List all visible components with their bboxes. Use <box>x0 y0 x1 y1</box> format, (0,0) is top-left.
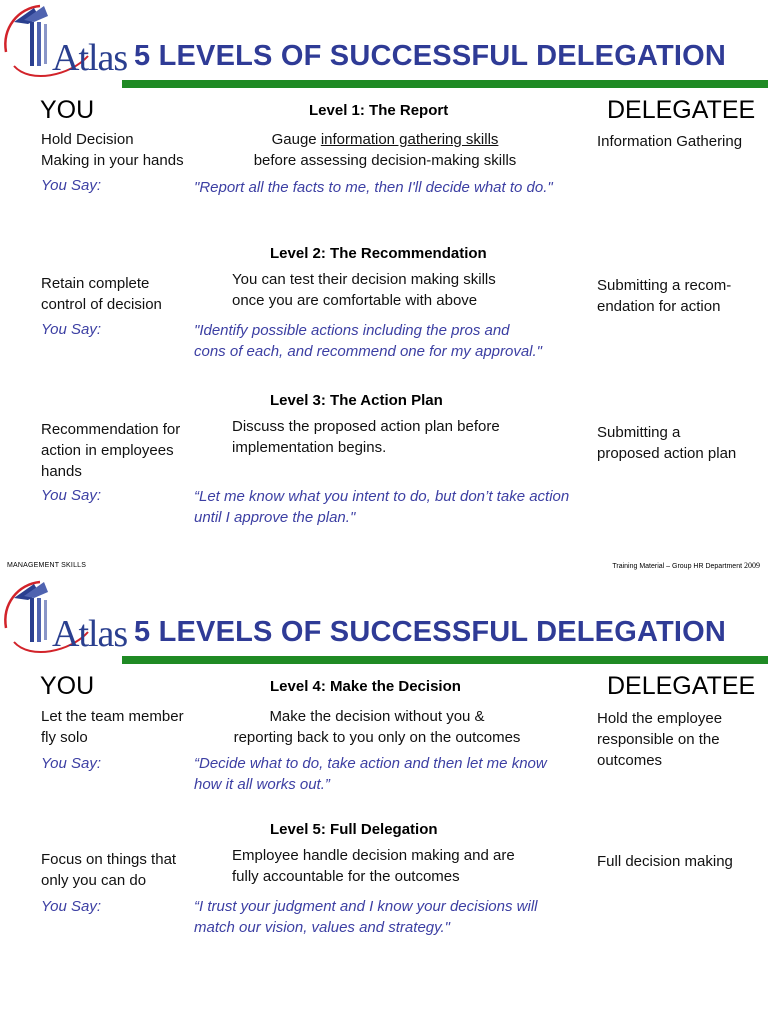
text-line: fully accountable for the outcomes <box>232 868 460 885</box>
level-1-quote <box>194 177 553 198</box>
text-line: once you are comfortable with above <box>232 292 478 309</box>
text-line: endation for action <box>597 298 721 315</box>
text-line: Focus on things that <box>41 851 177 868</box>
level-2-you-say-label: You Say: <box>41 321 102 338</box>
level-2-middle-text <box>232 269 496 311</box>
level-2-heading: Level 2: The Recommendation <box>270 245 487 262</box>
level-1-you-text <box>41 129 184 171</box>
delegatee-heading: DELEGATEE <box>607 672 756 700</box>
level-5-you-say-label: You Say: <box>41 898 102 915</box>
slide-2 <box>0 576 768 1024</box>
quote-line: until I approve the plan." <box>194 509 356 526</box>
text-line: You can test their decision making skills <box>232 271 496 288</box>
underlined-text: information gathering skills <box>320 131 499 148</box>
text-line: Recommendation for <box>41 421 181 438</box>
text-line: Full decision making <box>597 853 733 870</box>
text-line: Retain complete <box>41 275 150 292</box>
level-1-heading: Level 1: The Report <box>309 102 449 119</box>
text-line: implementation begins. <box>232 439 387 456</box>
page-title: 5 LEVELS OF SUCCESSFUL DELEGATION <box>134 616 727 648</box>
level-2-delegatee-text <box>597 275 731 317</box>
text-line: control of decision <box>41 296 162 313</box>
text-line: responsible on the <box>597 731 720 748</box>
level-4-you-text <box>41 706 184 748</box>
page-title: 5 LEVELS OF SUCCESSFUL DELEGATION <box>134 40 727 72</box>
footer-right <box>612 561 760 570</box>
quote-line: “Let me know what you intent to do, but don’t take action <box>194 488 570 505</box>
text-line: Submitting a recom- <box>597 277 732 294</box>
text-line: only you can do <box>41 872 147 889</box>
text-line: Employee handle decision making and are <box>232 847 515 864</box>
footer-year: 2009 <box>744 561 760 570</box>
logo-text: Atlas <box>52 613 128 655</box>
level-5-quote <box>194 896 537 938</box>
text-line: Submitting a <box>597 424 681 441</box>
title-divider <box>122 656 768 664</box>
level-1-delegatee-text <box>597 131 742 152</box>
level-1-you-say-label: You Say: <box>41 177 102 194</box>
atlas-logo <box>0 576 128 656</box>
level-5-delegatee-text <box>597 851 733 872</box>
quote-line: “I trust your judgment and I know your decisions will <box>194 898 538 915</box>
title-divider <box>122 80 768 88</box>
level-3-middle-text <box>232 416 500 458</box>
footer-left: MANAGEMENT SKILLS <box>7 562 87 569</box>
you-heading: YOU <box>40 96 95 124</box>
level-5-heading: Level 5: Full Delegation <box>270 821 438 838</box>
text-line: Make the decision without you & <box>269 708 485 725</box>
logo-text: Atlas <box>52 37 128 79</box>
quote-line: "Identify possible actions including the pros and <box>194 322 510 339</box>
quote-line: match our vision, values and strategy." <box>194 919 451 936</box>
text-line: outcomes <box>597 752 663 769</box>
quote-line: "Report all the facts to me, then I'll decide what to do." <box>194 179 553 196</box>
level-3-you-say-label: You Say: <box>41 487 102 504</box>
level-2-quote <box>194 320 542 362</box>
level-1-middle-text <box>226 129 544 171</box>
text-line: Hold Decision <box>41 131 134 148</box>
text-line: hands <box>41 463 82 480</box>
text-line: Discuss the proposed action plan before <box>232 418 500 435</box>
text-line: before assessing decision-making skills <box>253 152 517 169</box>
quote-line: cons of each, and recommend one for my approval." <box>194 343 543 360</box>
level-3-you-text <box>41 419 180 482</box>
delegatee-heading: DELEGATEE <box>607 96 756 124</box>
level-4-middle-text <box>214 706 540 748</box>
text-line: proposed action plan <box>597 445 737 462</box>
level-4-you-say-label: You Say: <box>41 755 102 772</box>
level-5-middle-text <box>232 845 515 887</box>
text-line: Hold the employee <box>597 710 723 727</box>
text-line: Making in your hands <box>41 152 184 169</box>
level-5-you-text <box>41 849 176 891</box>
atlas-logo <box>0 0 128 80</box>
text-line: action in employees <box>41 442 174 459</box>
text-line: fly solo <box>41 729 88 746</box>
footer-right-text: Training Material – Group HR Department <box>612 563 743 570</box>
quote-line: how it all works out.” <box>194 776 330 793</box>
text-line: Let the team member <box>41 708 184 725</box>
text-line: Information Gathering <box>597 133 743 150</box>
you-heading: YOU <box>40 672 95 700</box>
level-2-you-text <box>41 273 162 315</box>
level-3-heading: Level 3: The Action Plan <box>270 392 443 409</box>
level-4-heading: Level 4: Make the Decision <box>270 678 461 695</box>
level-4-delegatee-text <box>597 708 722 771</box>
level-4-quote <box>194 753 547 795</box>
text-line: reporting back to you only on the outcomes <box>233 729 521 746</box>
text-segment: Gauge <box>271 131 321 148</box>
level-3-delegatee-text <box>597 422 736 464</box>
quote-line: “Decide what to do, take action and then let me know <box>194 755 547 772</box>
level-3-quote <box>194 486 569 528</box>
